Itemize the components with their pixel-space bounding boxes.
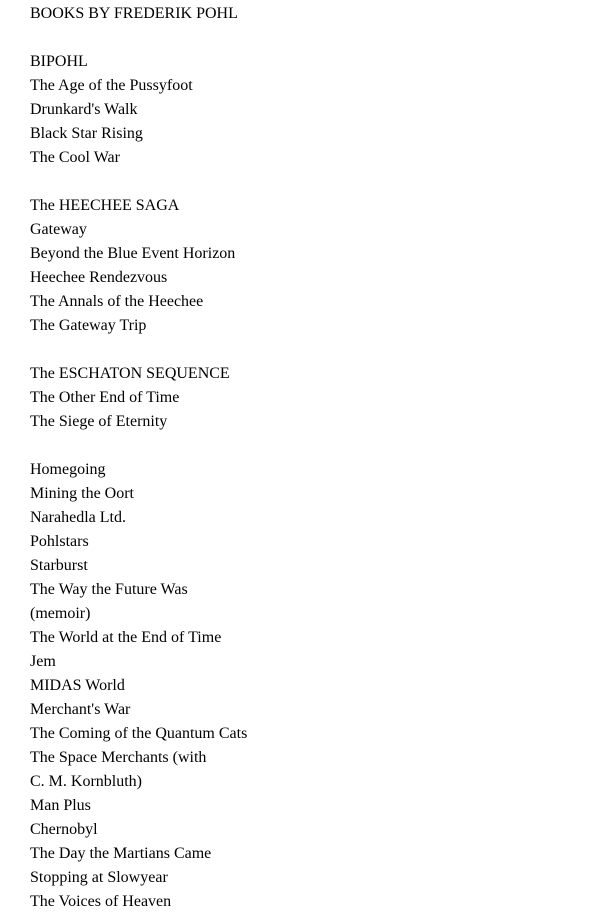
book-title: Merchant's War bbox=[30, 701, 131, 718]
book-title: Pohlstars bbox=[30, 533, 89, 550]
spacer bbox=[30, 170, 580, 194]
book-title: The Annals of the Heechee bbox=[30, 293, 204, 310]
book-title: The Coming of the Quantum Cats bbox=[30, 725, 248, 742]
book-title: The Day the Martians Came bbox=[30, 845, 212, 862]
book-title: Stopping at Slowyear bbox=[30, 869, 168, 886]
spacer bbox=[30, 26, 580, 50]
book-title: Black Star Rising bbox=[30, 125, 143, 142]
series-heechee-saga bbox=[30, 194, 580, 338]
spacer bbox=[30, 338, 580, 362]
series-bipohl bbox=[30, 50, 580, 170]
book-title: The Other End of Time bbox=[30, 389, 180, 406]
book-title: Narahedla Ltd. bbox=[30, 509, 126, 526]
other-titles-list bbox=[30, 458, 580, 914]
book-title: Chernobyl bbox=[30, 821, 98, 838]
book-title: The Gateway Trip bbox=[30, 317, 147, 334]
book-title: Heechee Rendezvous bbox=[30, 269, 168, 286]
series-title: The ESCHATON SEQUENCE bbox=[30, 365, 230, 382]
book-title: The Siege of Eternity bbox=[30, 413, 168, 430]
spacer bbox=[30, 434, 580, 458]
book-title: Man Plus bbox=[30, 797, 91, 814]
book-title: The Voices of Heaven bbox=[30, 893, 172, 910]
book-title: C. M. Kornbluth) bbox=[30, 773, 142, 790]
book-title: MIDAS World bbox=[30, 677, 125, 694]
book-title: The Way the Future Was bbox=[30, 581, 188, 598]
series-title: The HEECHEE SAGA bbox=[30, 197, 180, 214]
book-title: Jem bbox=[30, 653, 56, 670]
book-title: Starburst bbox=[30, 557, 88, 574]
book-title: Gateway bbox=[30, 221, 87, 238]
book-title: The Cool War bbox=[30, 149, 120, 166]
book-title: Homegoing bbox=[30, 461, 106, 478]
series-title: BIPOHL bbox=[30, 53, 88, 70]
book-title: Beyond the Blue Event Horizon bbox=[30, 245, 236, 262]
book-title: The Space Merchants (with bbox=[30, 749, 207, 766]
book-title: Mining the Oort bbox=[30, 485, 134, 502]
series-eschaton-sequence bbox=[30, 362, 580, 434]
page-heading: BOOKS BY FREDERIK POHL bbox=[30, 5, 238, 22]
book-title: The Age of the Pussyfoot bbox=[30, 77, 193, 94]
book-list-page bbox=[30, 2, 580, 914]
book-title: (memoir) bbox=[30, 605, 91, 622]
book-title: The World at the End of Time bbox=[30, 629, 222, 646]
book-title: Drunkard's Walk bbox=[30, 101, 138, 118]
